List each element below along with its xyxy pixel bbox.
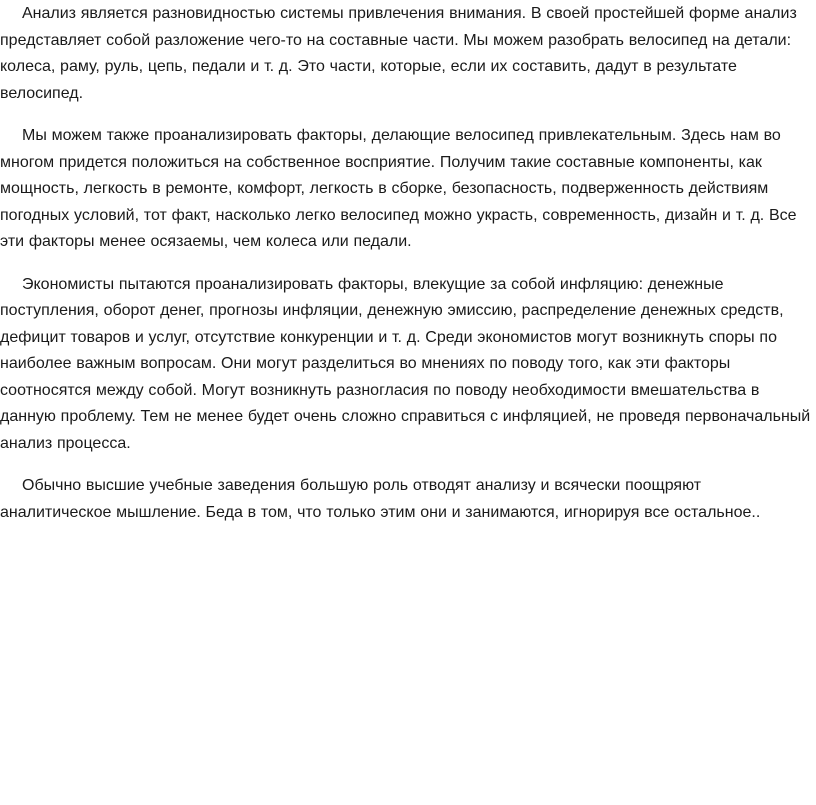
paragraph-analysis-definition: Анализ является разновидностью системы привлечения внимания. В своей простейшей форме анализ представляет собой разложение чего-то на составные части. Мы можем разобрать велосипед на детали: колеса, раму, руль, цепь, педали и т. д. Это части, которые, если их составить, дадут в результате велосипед.	[0, 5, 797, 102]
paragraph-higher-education: Обычно высшие учебные заведения большую роль отводят анализу и всячески поощряют аналитическое мышление. Беда в том, что только этим они и занимаются, игнорируя все остальное..	[0, 477, 761, 521]
paragraph-inflation-economists: Экономисты пытаются проанализировать факторы, влекущие за собой инфляцию: денежные поступления, оборот денег, прогнозы инфляции, денежную эмиссию, распределение денежных средств, дефицит товаров и услуг, отсутствие конкуренции и т. д. Среди экономистов могут возникнуть споры по наиболее важным вопросам. Они могут разделиться во мнениях по поводу того, как эти факторы соотносятся между собой. Могут возникнуть разногласия по поводу необходимости вмешательства в данную проблему. Тем не менее будет очень сложно справиться с инфляцией, не проведя первоначальный анализ процесса.	[0, 275, 811, 452]
paragraph-bicycle-factors: Мы можем также проанализировать факторы, делающие велосипед привлекательным. Здесь нам во многом придется положиться на собственное восприятие. Получим такие составные компоненты, как мощность, легкость в ремонте, комфорт, легкость в сборке, безопасность, подверженность действиям погодных условий, тот факт, насколько легко велосипед можно украсть, современность, дизайн и т. д. Все эти факторы менее осязаемы, чем колеса или педали.	[0, 127, 797, 250]
